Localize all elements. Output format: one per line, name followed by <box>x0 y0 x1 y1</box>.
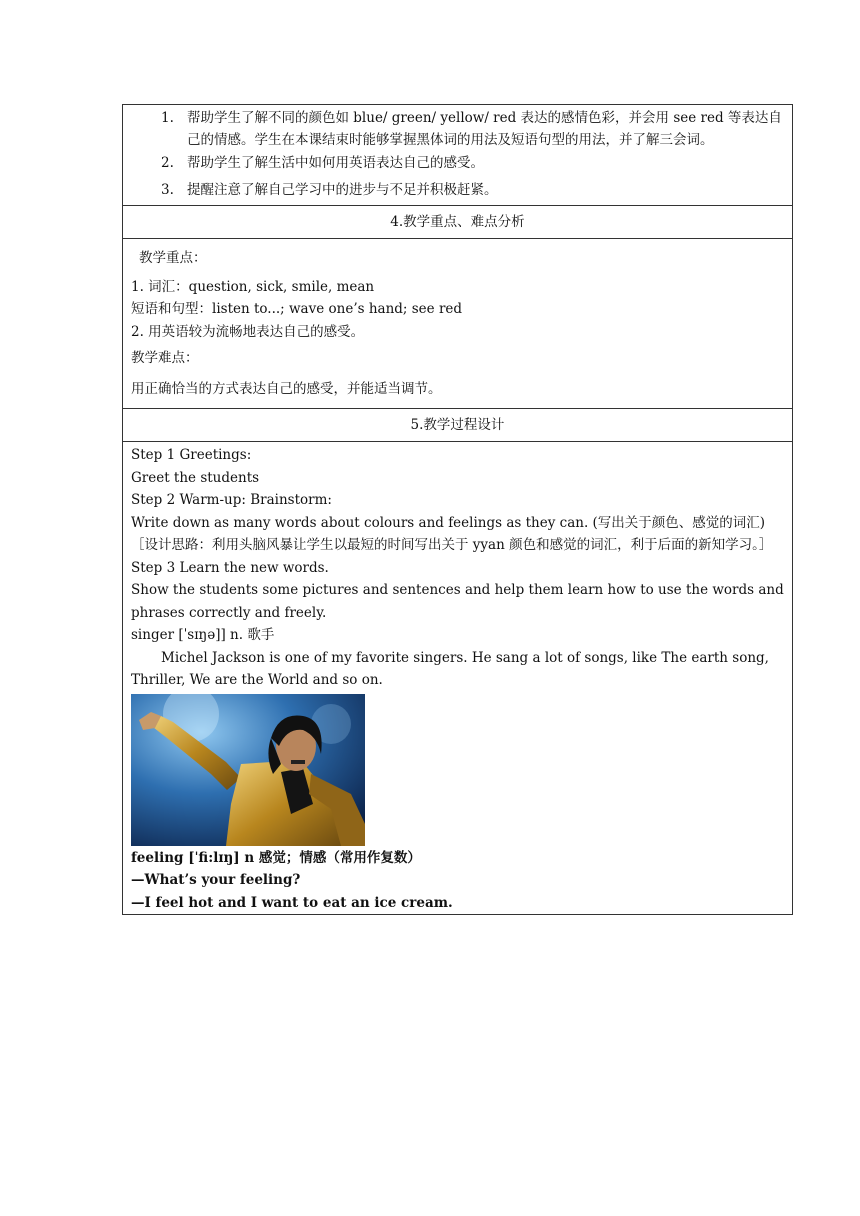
section-5-body <box>122 442 793 915</box>
vocab-feeling: feeling [ˈfi:lɪŋ] n 感觉；情感（常用作复数） <box>131 849 421 866</box>
objectives-list <box>123 107 792 201</box>
list-item <box>123 179 792 201</box>
list-text: 帮助学生了解生活中如何用英语表达自己的感受。 <box>187 155 484 171</box>
difficulty-text: 用正确恰当的方式表达自己的感受，并能适当调节。 <box>131 380 442 397</box>
vocab-line: 1. 词汇：question, sick, smile, mean <box>131 278 375 295</box>
lesson-plan-table <box>122 104 793 915</box>
dialog-question: —What’s your feeling? <box>131 872 301 888</box>
step-2-heading: Step 2 Warm-up: Brainstorm: <box>131 492 332 508</box>
vocab-singer: singer [ˈsɪŋə]] n. 歌手 <box>131 627 275 643</box>
step-1-heading: Step 1 Greetings: <box>131 447 252 463</box>
difficulty-label: 教学难点： <box>131 350 199 366</box>
singer-photo-illustration <box>131 694 365 846</box>
list-item <box>123 107 792 151</box>
design-note: ［设计思路：利用头脑风暴让学生以最短的时间写出关于 yyan 颜色和感觉的词汇，利于后面的新知学习。］ <box>131 537 773 553</box>
section-4-body <box>122 239 793 409</box>
step-2-text: Write down as many words about colours and feelings as they can. (写出关于颜色、感觉的词汇) <box>131 514 766 531</box>
list-item <box>123 152 792 174</box>
singer-example: Michel Jackson is one of my favorite singers. He sang a lot of songs, like The earth song, Thriller, We are the World and so on. <box>131 649 769 688</box>
section-5-title: 5.教学过程设计 <box>122 409 793 442</box>
objectives-cell <box>122 104 793 206</box>
step-1-text: Greet the students <box>131 469 260 486</box>
phrases-line: 短语和句型：listen to...; wave one’s hand; see red <box>131 301 463 317</box>
step-3-heading: Step 3 Learn the new words. <box>131 559 329 576</box>
list-number: 2. <box>161 155 174 171</box>
list-text: 帮助学生了解不同的颜色如 blue/ green/ yellow/ red 表达的感情色彩，并会用 see red 等表达自己的情感。学生在本课结束时能够掌握黑体词的用法及短语句型的用法，并了解三会词。 <box>187 110 782 148</box>
list-text: 提醒注意了解自己学习中的进步与不足并积极赶紧。 <box>187 182 498 198</box>
list-number: 3. <box>161 182 174 198</box>
step-3-text: Show the students some pictures and sentences and help them learn how to use the words and phrases correctly and freely. <box>131 582 784 621</box>
singer-photo <box>131 694 365 846</box>
list-number: 1. <box>161 110 174 126</box>
section-4-title: 4.教学重点、难点分析 <box>122 206 793 239</box>
key-point-2: 2. 用英语较为流畅地表达自己的感受。 <box>131 323 365 340</box>
key-points-label: 教学重点： <box>139 250 207 266</box>
dialog-answer: —I feel hot and I want to eat an ice cream. <box>131 894 453 911</box>
